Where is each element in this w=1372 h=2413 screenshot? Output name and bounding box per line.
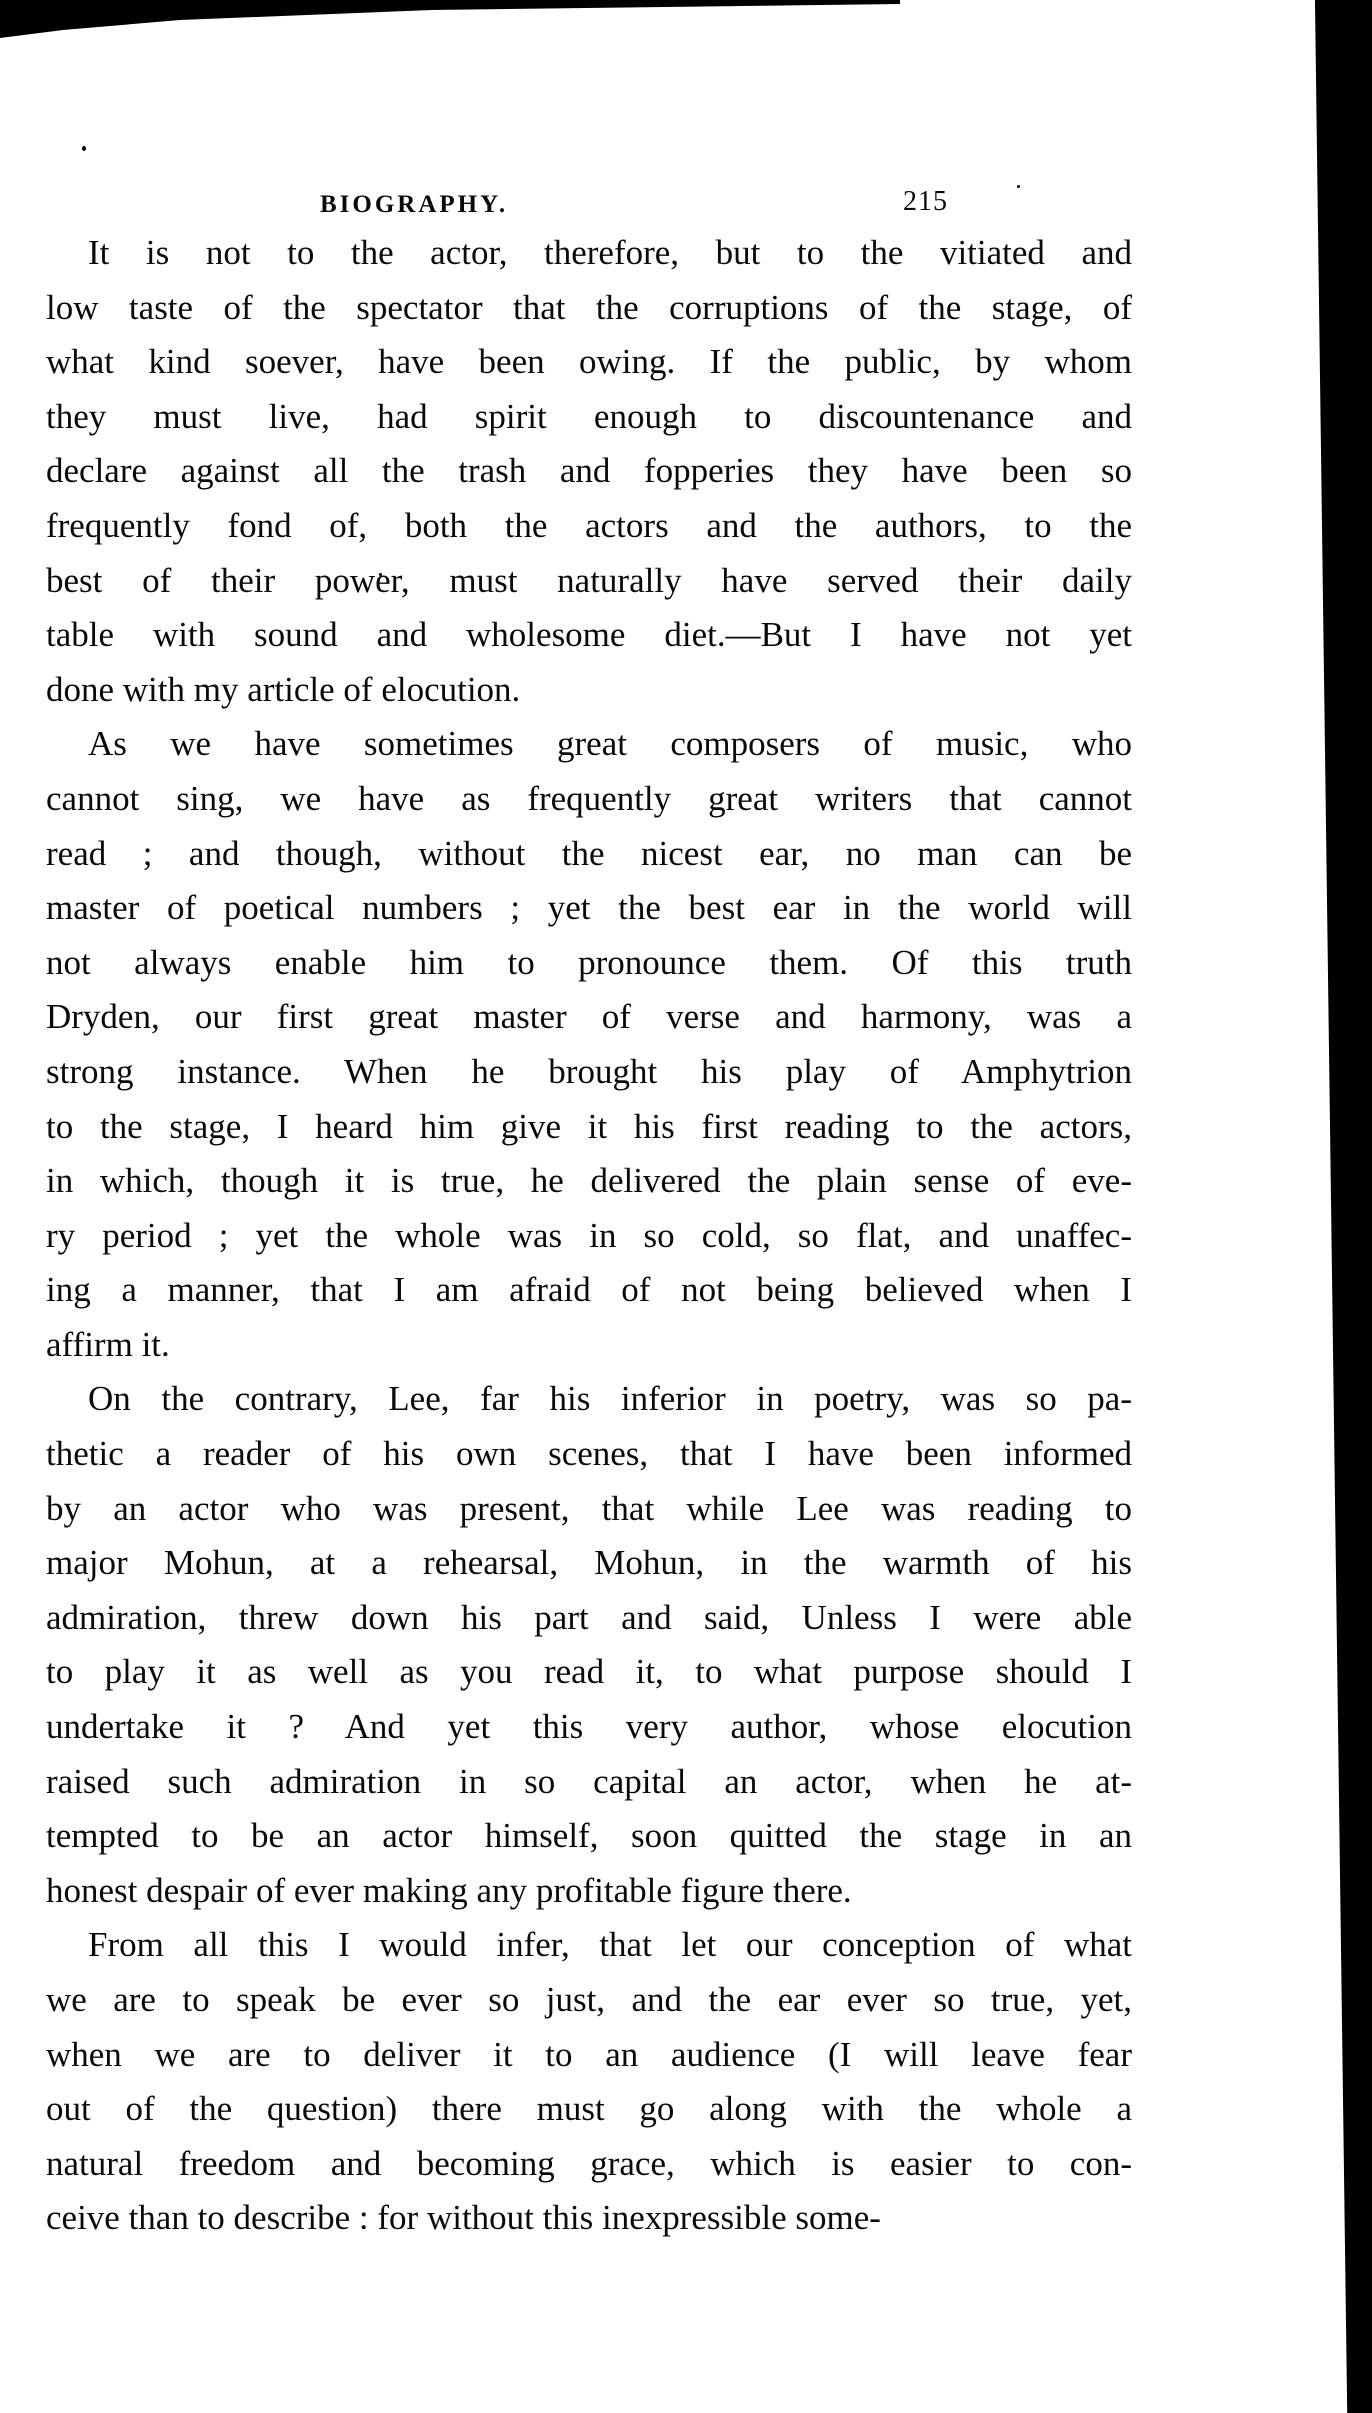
text-line: in which, though it is true, he delivered the plain sense of eve- [46,1161,1132,1201]
text-line: table with sound and wholesome diet.—But I have not yet [46,615,1132,655]
text-line: declare against all the trash and fopperies they have been so [46,451,1132,491]
text-line: we are to speak be ever so just, and the ear ever so true, yet, [46,1980,1132,2019]
text-line: done with my article of elocution. [46,669,521,709]
text-line: ceive than to describe : for without this inexpressible some- [46,2198,881,2238]
text-line: ing a manner, that I am afraid of not being believed when I [46,1270,1132,1310]
text-line: It is not to the actor, therefore, but to the vitiated and [88,233,1132,272]
text-line: out of the question) there must go along with the whole a [46,2089,1132,2129]
scan-speck [1017,185,1020,188]
text-line: major Mohun, at a rehearsal, Mohun, in the warmth of his [46,1543,1132,1583]
text-line: by an actor who was present, that while Lee was reading to [46,1488,1132,1528]
scan-speck [82,146,86,151]
text-line: frequently fond of, both the actors and the authors, to the [46,505,1132,545]
text-line: From all this I would infer, that let our conception of what [88,1925,1132,1965]
text-line: On the contrary, Lee, far his inferior in poetry, was so pa- [88,1379,1132,1419]
text-line: natural freedom and becoming grace, which is easier to con- [46,2143,1132,2183]
scan-artifact-top-edge [0,0,900,40]
text-line: ry period ; yet the whole was in so cold, so flat, and unaffec- [46,1215,1132,1255]
text-line: affirm it. [46,1324,170,1364]
text-line: honest despair of ever making any profitable figure there. [46,1870,852,1910]
text-line: raised such admiration in so capital an actor, when he at- [46,1761,1132,1801]
text-line: master of poetical numbers ; yet the best ear in the world will [46,888,1132,928]
text-line: when we are to deliver it to an audience (I will leave fear [46,2034,1132,2074]
running-head-title: BIOGRAPHY. [320,191,509,218]
page-body [46,226,1132,2246]
text-line: strong instance. When he brought his play of Amphytrion [46,1051,1132,1091]
page-number: 215 [903,186,948,217]
text-line: read ; and though, without the nicest ear, no man can be [46,833,1132,873]
text-line: Dryden, our first great master of verse and harmony, was a [46,997,1132,1037]
text-line: cannot sing, we have as frequently great writers that cannot [46,778,1132,818]
text-line: what kind soever, have been owing. If the public, by whom [46,342,1132,382]
text-line: best of their power, must naturally have served their daily [46,560,1132,600]
text-line: As we have sometimes great composers of music, who [88,724,1132,764]
scan-artifact-right-edge [1310,0,1372,2413]
text-line: admiration, threw down his part and said, Unless I were able [46,1597,1132,1637]
text-line: to play it as well as you read it, to what purpose should I [46,1652,1132,1692]
text-line: undertake it ? And yet this very author, whose elocution [46,1707,1132,1747]
text-line: not always enable him to pronounce them. Of this truth [46,942,1132,982]
text-line: they must live, had spirit enough to discountenance and [46,396,1132,436]
text-line: tempted to be an actor himself, soon quitted the stage in an [46,1816,1132,1856]
text-line: thetic a reader of his own scenes, that I have been informed [46,1434,1132,1474]
text-line: to the stage, I heard him give it his first reading to the actors, [46,1106,1132,1146]
text-line: low taste of the spectator that the corruptions of the stage, of [46,287,1132,327]
